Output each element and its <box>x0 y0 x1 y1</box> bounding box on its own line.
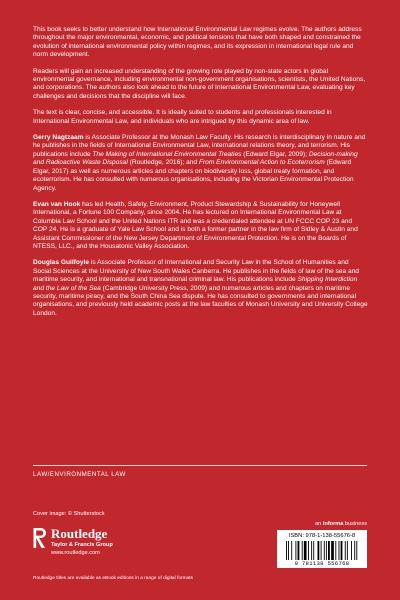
author-bio-nagtzaam <box>33 134 368 193</box>
informa-prefix: an <box>315 521 323 527</box>
barcode-bar <box>339 541 340 560</box>
barcode-bar <box>335 541 336 560</box>
barcode-bar <box>356 541 357 560</box>
informa-suffix: business <box>343 521 367 527</box>
barcode-bar <box>286 541 287 560</box>
barcode-bar <box>331 541 334 560</box>
informa-brand: informa <box>322 521 344 527</box>
cover-image-credit: Cover image: © Shutterstock <box>33 511 105 517</box>
barcode-bar <box>291 541 292 560</box>
publisher-name: Routledge <box>51 526 108 541</box>
book-title: From Environmental Action to Ecoterrorism <box>198 159 325 167</box>
barcode-bar <box>326 541 327 560</box>
barcode-bar <box>295 541 296 560</box>
barcode-bar <box>354 541 355 560</box>
author-name: Evan van Hook <box>33 200 81 208</box>
barcode-bar <box>345 541 346 560</box>
barcode-bar <box>308 541 309 560</box>
content-block <box>33 26 368 326</box>
author-bio-guilfoyle <box>33 259 368 318</box>
author-name: Gerry Nagtzaam <box>33 134 84 142</box>
author-bios <box>33 134 368 318</box>
description-paragraph-3: The text is clear, concise, and accessible. It is ideally suited to students and professionals interested in International Environmental Law, and individuals who are intrigued by this dynamic area of law. <box>33 109 332 125</box>
bio-text: is Associate Professor at the Monash Law Faculty. His research is interdisciplinary in nature and he publishes in the fields of International Environmental Law, international relations theory, and terrorism. His publications include <box>33 134 366 158</box>
barcode-bar <box>304 541 307 560</box>
book-title: Shipping Interdiction and the Law of the Sea <box>33 276 358 292</box>
description-paragraph-2: Readers will gain an increased understanding of the growing role played by non-state actors in global environmental governance, including environmental non-government organisations, scientists, the United Nations, and corporations. The authors also look ahead to the future of International Environmental Law, evaluating key challenges and decisions that the discipline will face. <box>33 67 366 100</box>
routledge-logo-icon <box>33 527 47 549</box>
description-paragraph-1: This book seeks to better understand how International Environmental Law regimes evolve. The authors address throughout the major environmental, economic, and political tensions that have both shaped and constrained the evolution of international environmental policy within regimes, and its expression in international legal rule and norm development. <box>33 26 362 59</box>
barcode-number: 9 781138 556768 <box>294 560 350 567</box>
book-title: Decision-making and Radioactive Waste Disposal <box>33 150 358 167</box>
barcode-bar <box>341 541 343 560</box>
book-title: The Making of International Environmental Treaties <box>92 150 242 158</box>
barcode-bar <box>311 541 312 560</box>
barcode-bar <box>298 541 300 560</box>
barcode-bar <box>347 541 348 560</box>
bio-text: (Routledge, 2016); and <box>127 159 199 167</box>
barcode-bar <box>351 541 352 560</box>
publisher-url: www.routledge.com <box>51 550 100 556</box>
ebook-footnote: Routledge titles are available as eBook editions in a range of digital formats <box>33 576 193 581</box>
barcode-bar <box>321 541 322 560</box>
author-name: Douglas Guilfoyle <box>33 259 90 267</box>
bio-text: (Edward Elgar, 2017) as well as numerous articles and chapters on biodiversity loss, global treaty formation, and ecoterrorism. He has consulted with numerous organisations, including the Victorian Environmental Protection Agency. <box>33 159 354 192</box>
barcode-bar <box>302 541 303 560</box>
barcode-bar <box>313 541 314 560</box>
informa-business-label <box>315 521 367 527</box>
bio-text: (Cambridge University Press, 2009) and numerous articles and chapters on maritime security, maritime piracy, and the South China Sea dispute. He has consulted to governments and international organisations, and previously held academic posts at the law faculties of Monash University and University College London. <box>33 284 368 317</box>
divider-line <box>33 465 367 466</box>
subject-category: LAW/ENVIRONMENTAL LAW <box>33 471 126 478</box>
bio-text: is Associate Professor of International and Security Law in the School of Humanities and Social Sciences at the University of New South Wales Canberra. He publishes in the fields of law of the sea and maritime security, and international and transnational criminal law. His publications include <box>33 259 359 284</box>
barcode-panel <box>277 530 367 568</box>
bio-text: has led Health, Safety, Environment, Product Stewardship & Sustainability for Honeywell International, a Fortune 100 Company, since 2004. He has lectured on International Environmental Law at Columbia Law School and the United Nations ITR and was a credentialed attendee at UN FCCC COP 23 and COP 24. He is a graduate of Yale Law School and is both a former partner in the law firm of Sidley & Austin and Assistant Commissioner of the New Jersey Department of Environmental Protection. He is on the Boards of NTESS, LLC., and the Housatonic Valley Association. <box>33 200 358 250</box>
barcode-icon <box>286 541 360 560</box>
barcode-bar <box>288 541 289 560</box>
isbn-label: ISBN: 978-1-138-55676-8 <box>288 533 356 539</box>
barcode-bar <box>324 541 325 560</box>
publisher-logo <box>33 523 183 569</box>
barcode-bar <box>328 541 330 560</box>
bio-text: (Edward Elgar, 2009); <box>241 150 309 158</box>
publisher-group: Taylor & Francis Group <box>51 542 113 548</box>
author-bio-van-hook <box>33 201 368 251</box>
barcode-bar <box>318 541 320 560</box>
